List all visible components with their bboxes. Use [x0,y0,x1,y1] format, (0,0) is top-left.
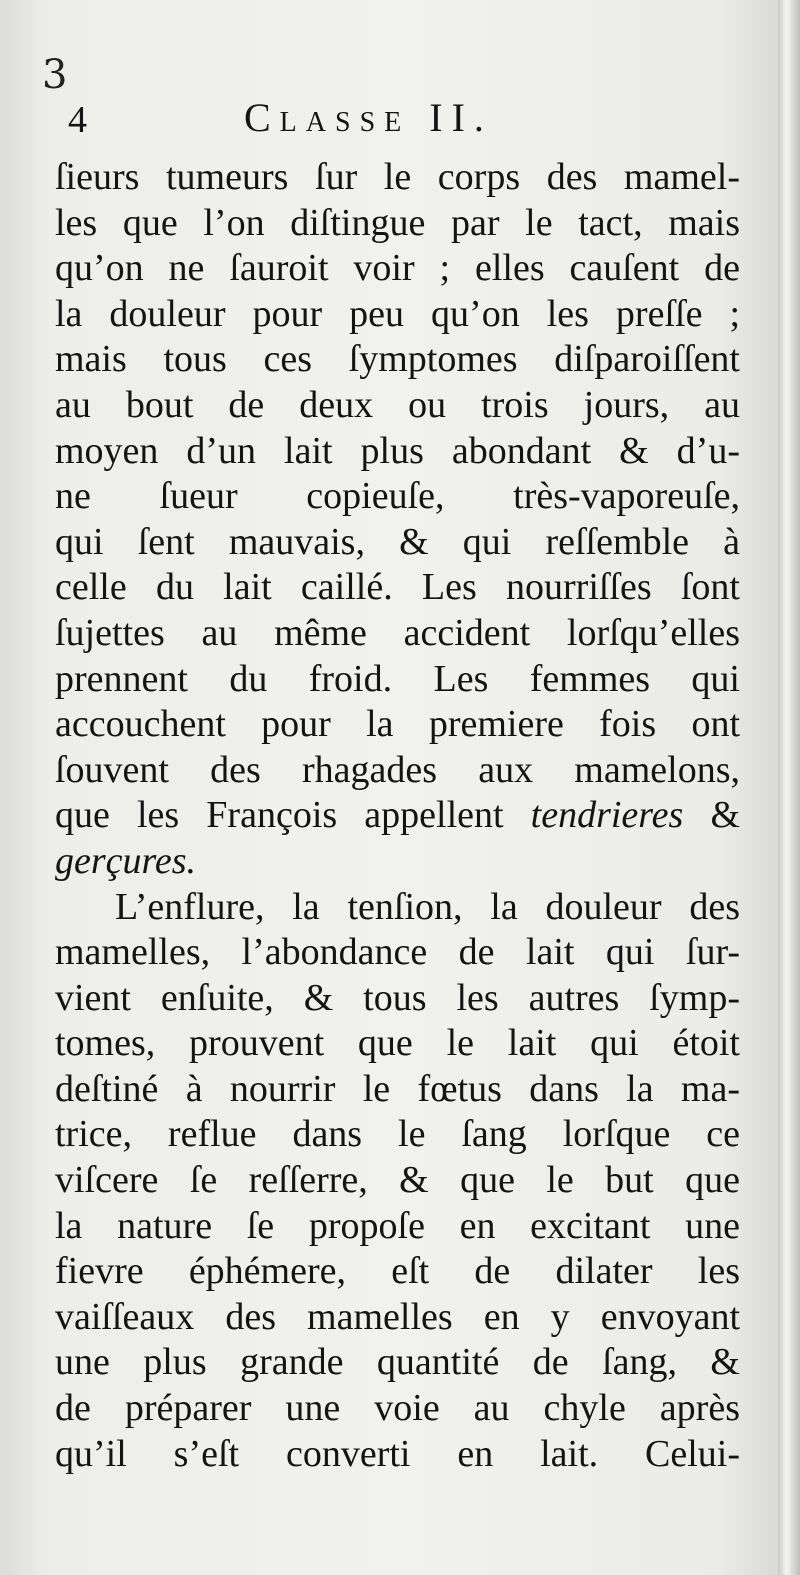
text-line: ne ſueur copieuſe, très-vaporeuſe, [55,475,740,518]
text-line: ſouvent des rhagades aux mamelons, [55,748,740,791]
italic-term: gerçures. [55,839,197,882]
text-line: ſieurs tumeurs ſur le corps des mamel- [55,156,740,198]
running-head: Classe II. [244,95,493,140]
page-number: 4 [68,99,87,141]
body-text [55,155,740,1477]
text-line-mixed [55,793,740,839]
text-segment: que les François appellent [55,794,504,837]
text-line: prennent du froid. Les femmes qui [55,657,740,700]
italic-term: tendrieres [530,794,684,837]
text-line: de préparer une voie au chyle après [55,1387,740,1430]
handwritten-folio-number: 3 [42,52,68,98]
text-line: accouchent pour la premiere fois ont [55,703,740,746]
text-line: la nature ſe propoſe en excitant une [55,1204,740,1247]
text-line: mamelles, l’abondance de lait qui ſur- [55,931,740,974]
text-line: vient enſuite, & tous les autres ſymp- [55,976,740,1019]
text-line: fievre éphémere, eſt de dilater les [55,1250,740,1293]
text-line: les que l’on diſtingue par le tact, mais [55,201,740,244]
text-segment: & [710,794,740,837]
text-line: qu’il s’eſt converti en lait. Celui- [55,1432,740,1475]
text-line: la douleur pour peu qu’on les preſſe ; [55,292,740,335]
text-line: tomes, prouvent que le lait qui étoit [55,1022,740,1065]
text-line: trice, reflue dans le ſang lorſque ce [55,1113,740,1156]
text-line-italic [55,839,740,885]
text-line: mais tous ces ſymptomes diſparoiſſent [55,338,740,381]
text-line: deſtiné à nourrir le fœtus dans la ma- [55,1067,740,1110]
text-line: celle du lait caillé. Les nourriſſes ſont [55,566,740,609]
text-line: qui ſent mauvais, & qui reſſemble à [55,520,740,563]
text-line: ſujettes au même accident lorſqu’elles [55,611,740,654]
page-edge [778,0,800,1575]
text-line: qu’on ne ſauroit voir ; elles cauſent de [55,247,740,290]
text-line: une plus grande quantité de ſang, & [55,1341,740,1384]
text-line: moyen d’un lait plus abondant & d’u- [55,429,740,472]
text-line: viſcere ſe reſſerre, & que le but que [55,1159,740,1202]
text-line: vaiſſeaux des mamelles en y envoyant [55,1295,740,1338]
text-line: au bout de deux ou trois jours, au [55,383,740,426]
paragraph-first-line: L’enflure, la tenſion, la douleur des [115,885,740,928]
